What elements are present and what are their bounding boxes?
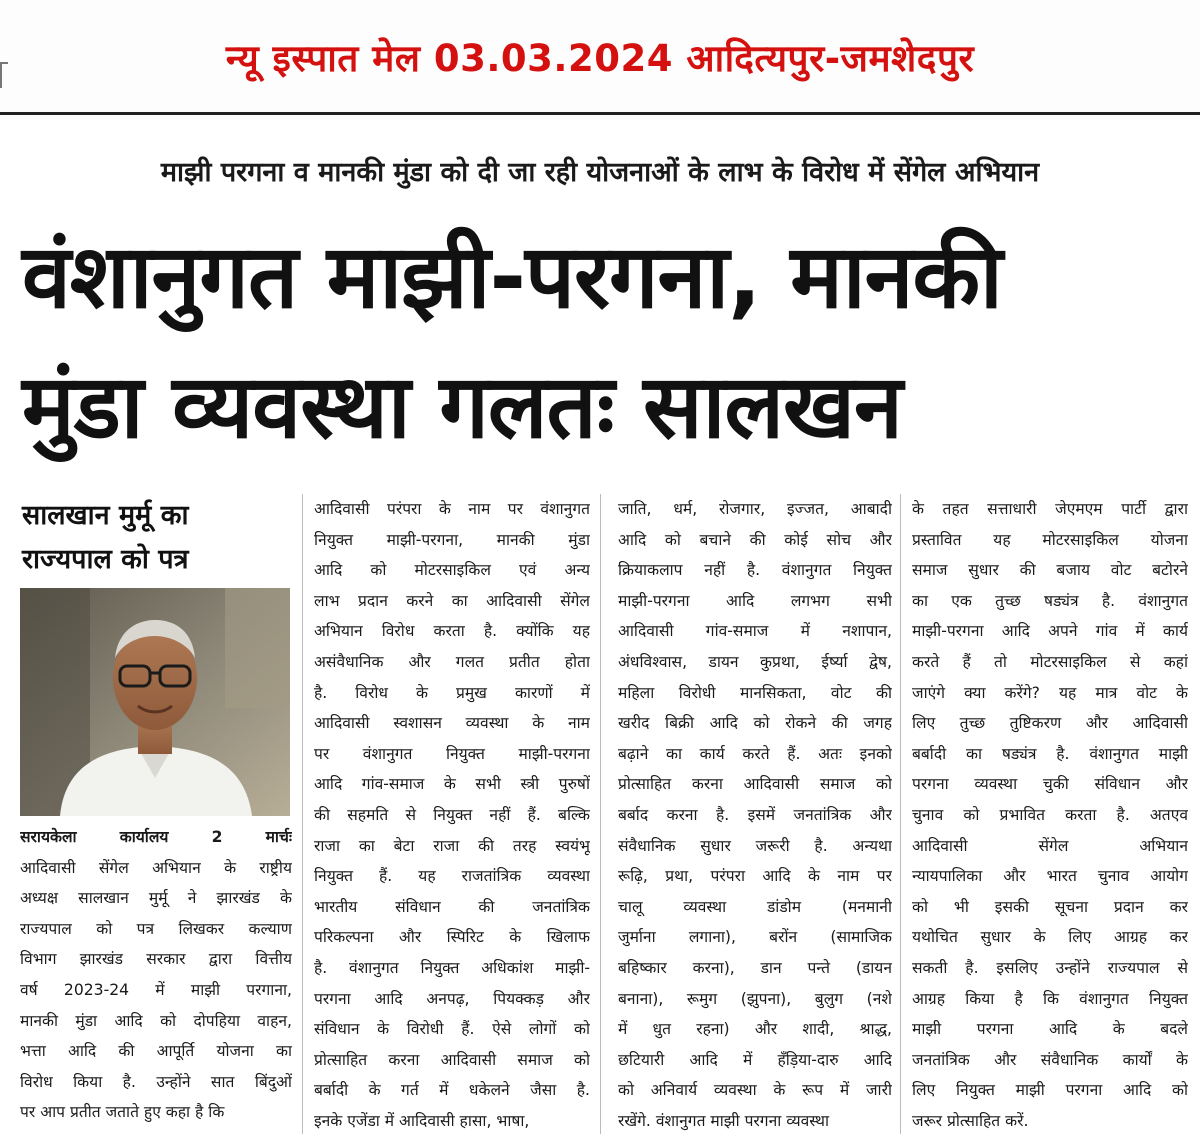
article-text-line: बहिष्कार करना), डान पन्ते (डायन: [618, 958, 892, 977]
article-text-line: छटियारी आदि में हँड़िया-दारु आदि: [618, 1050, 892, 1069]
article-text-line: समाज सुधार की बजाय वोट बटोरने: [912, 561, 1188, 580]
article-text-line: को अनिवार्य व्यवस्था के रूप में जारी: [618, 1081, 892, 1100]
article-dateline: सरायकेला कार्यालय 2 मार्चः: [20, 828, 292, 846]
article-text-line: बर्बादी के गर्त में धकेलने जैसा है.: [314, 1081, 590, 1100]
article-text-line: क्रियाकलाप नहीं है. वंशानुगत नियुक्त: [618, 561, 892, 580]
article-text-line: जाएंगे क्या करेंगे? यह मात्र वोट के: [912, 683, 1188, 702]
article-text-line: पर वंशानुगत नियुक्त माझी-परगना: [314, 744, 590, 763]
article-text-line: को भी इसकी सूचना प्रदान कर: [912, 897, 1188, 916]
headline-line-2: मुंडा व्यवस्था गलतः सालखन: [22, 355, 902, 458]
article-text-line: आदि को बचाने की कोई सोच और: [618, 530, 892, 549]
article-text-line: बर्बाद करना है. इसमें जनतांत्रिक और: [618, 805, 892, 824]
article-text-line: जुर्माना लगाना), बरोंन (सामाजिक: [618, 928, 892, 947]
article-text-line: प्रस्तावित यह मोटरसाइकिल योजना: [912, 530, 1188, 549]
article-text-line: महिला विरोधी मानसिकता, वोट की: [618, 683, 892, 702]
article-text-line: जरूर प्रोत्साहित करें.: [912, 1111, 1029, 1130]
article-text-line: मानकी मुंडा आदि को दोपहिया वाहन,: [20, 1011, 292, 1030]
article-text-line: आदिवासी सेंगेल अभियान: [912, 836, 1188, 855]
article-text-line: आदिवासी स्वशासन व्यवस्था के नाम: [314, 714, 590, 733]
article-text-line: यथोचित सुधार के लिए आग्रह कर: [912, 928, 1188, 947]
article-text-line: चुनाव को प्रभावित करता है. अतएव: [912, 805, 1188, 824]
article-text-line: संविधान के विरोधी हैं. ऐसे लोगों को: [314, 1020, 590, 1039]
article-text-line: परगना व्यवस्था चुकी संविधान और: [912, 775, 1188, 794]
article-text-line: बढ़ाने का कार्य करते हैं. अतः इनको: [618, 744, 892, 763]
article-kicker: माझी परगना व मानकी मुंडा को दी जा रही योजनाओं के लाभ के विरोध में सेंगेल अभियान: [160, 157, 1040, 188]
article-column-2: [314, 494, 590, 1136]
masthead-title: न्यू इस्पात मेल 03.03.2024 आदित्यपुर-जमशेदपुर: [225, 36, 975, 80]
article-headline: [22, 212, 1192, 472]
article-text-line: असंवैधानिक और गलत प्रतीत होता: [314, 652, 590, 671]
article-text-line: माझी-परगना आदि अपने गांव में कार्य: [912, 622, 1188, 641]
article-text-line: प्रोत्साहित करना आदिवासी समाज को: [314, 1050, 590, 1069]
article-text-line: जनतांत्रिक और संवैधानिक कार्यों के: [912, 1050, 1188, 1069]
crop-mark: [0, 62, 8, 88]
masthead: [0, 0, 1200, 115]
article-text-line: में धुत रहना) और शादी, श्राद्ध,: [618, 1020, 892, 1039]
article-text-line: करते हैं तो मोटरसाइकिल से कहां: [912, 652, 1188, 671]
column-rule: [302, 494, 303, 1134]
article-text-line: जाति, धर्म, रोजगार, इज्जत, आबादी: [618, 500, 892, 518]
article-text-line: का एक तुच्छ षड्यंत्र है. वंशानुगत: [912, 591, 1188, 610]
portrait-illustration: [20, 588, 290, 816]
article-text-line: आदि गांव-समाज के सभी स्त्री पुरुषों: [314, 775, 590, 794]
article-text-line: है. वंशानुगत नियुक्त अधिकांश माझी-: [314, 958, 590, 977]
article-text-line: माझी परगना आदि के बदले: [912, 1020, 1188, 1039]
article-text-line: अभियान विरोध करता है. क्योंकि यह: [314, 622, 590, 641]
headline-line-1: वंशानुगत माझी-परगना, मानकी: [22, 225, 1002, 328]
portrait-photo: [20, 588, 290, 816]
article-text-line: की सहमति से नियुक्त नहीं हैं. बल्कि: [314, 805, 590, 824]
article-text-line: भारतीय संविधान की जनतांत्रिक: [314, 897, 590, 916]
article-text-line: खरीद बिक्री आदि को रोकने की जगह: [618, 714, 892, 733]
sidebar-title: [22, 494, 292, 582]
article-text-line: आदिवासी गांव-समाज में नशापान,: [618, 622, 892, 641]
article-text-line: विरोध किया है. उन्होंने सात बिंदुओं: [20, 1072, 292, 1091]
article-text-line: बर्बादी का षड्यंत्र है. वंशानुगत माझी: [912, 744, 1188, 763]
article-text-line: अध्यक्ष सालखान मुर्मू ने झारखंड के: [20, 889, 292, 908]
article-column-3: [618, 494, 892, 1136]
article-text-line: आदिवासी परंपरा के नाम पर वंशानुगत: [314, 500, 590, 518]
article-text-line: नियुक्त माझी-परगना, मानकी मुंडा: [314, 530, 590, 549]
article-text-line: आग्रह किया है कि वंशानुगत नियुक्त: [912, 989, 1188, 1008]
article-text-line: रूढ़ि, प्रथा, परंपरा आदि के नाम पर: [618, 867, 892, 886]
article-text-line: राजा का बेटा राजा की तरह स्वयंभू: [314, 836, 590, 855]
article-text-line: राज्यपाल को पत्र लिखकर कल्याण: [20, 919, 292, 938]
article-text-line: सकती है. इसलिए उन्होंने राज्यपाल से: [912, 958, 1188, 977]
article-text-line: के तहत सत्ताधारी जेएमएम पार्टी द्वारा: [912, 500, 1188, 518]
sidebar-title-line-1: सालखान मुर्मू का: [22, 500, 189, 531]
column-rule: [900, 494, 901, 1134]
article-text-line: लिए तुच्छ तुष्टिकरण और आदिवासी: [912, 714, 1188, 733]
article-text-line: अंधविश्वास, डायन कुप्रथा, ईर्ष्या द्वेष,: [618, 652, 892, 671]
article-text-line: पर आप प्रतीत जताते हुए कहा है कि: [20, 1103, 225, 1122]
article-text-line: लिए नियुक्त माझी परगना आदि को: [912, 1081, 1188, 1100]
article-text-line: परिकल्पना और स्पिरिट के खिलाफ: [314, 928, 590, 947]
article-text-line: बनाना), रूमुग (झुपना), बुलुग (नशे: [618, 989, 892, 1008]
article-text-line: नियुक्त हैं. यह राजतांत्रिक व्यवस्था: [314, 867, 590, 886]
article-text-line: संवैधानिक सुधार जरूरी है. अन्यथा: [618, 836, 892, 855]
article-text-line: है. विरोध के प्रमुख कारणों में: [314, 683, 590, 702]
article-text-line: आदिवासी सेंगेल अभियान के राष्ट्रीय: [20, 858, 292, 877]
article-column-4: [912, 494, 1188, 1136]
column-rule: [600, 494, 601, 1134]
article-text-line: रखेंगे. वंशानुगत माझी परगना व्यवस्था: [618, 1111, 830, 1130]
article-text-line: परगना आदि अनपढ़, पियक्कड़ और: [314, 989, 590, 1008]
article-text-line: विभाग झारखंड सरकार द्वारा वित्तीय: [20, 950, 292, 969]
article-column-1: [20, 822, 292, 1128]
article-text-line: वर्ष 2023-24 में माझी परगाना,: [20, 980, 292, 999]
article-text-line: न्यायपालिका और भारत चुनाव आयोग: [912, 867, 1188, 886]
article-text-line: माझी-परगना आदि लगभग सभी: [618, 591, 892, 610]
article-text-line: इनके एजेंडा में आदिवासी हासा, भाषा,: [314, 1111, 530, 1130]
article-text-line: भत्ता आदि की आपूर्ति योजना का: [20, 1042, 292, 1061]
article-text-line: चालू व्यवस्था डांडोम (मनमानी: [618, 897, 892, 916]
article-text-line: आदि को मोटरसाइकिल एवं अन्य: [314, 561, 590, 580]
article-text-line: लाभ प्रदान करने का आदिवासी सेंगेल: [314, 591, 590, 610]
sidebar-title-line-2: राज्यपाल को पत्र: [22, 544, 189, 575]
article-text-line: प्रोत्साहित करना आदिवासी समाज को: [618, 775, 892, 794]
